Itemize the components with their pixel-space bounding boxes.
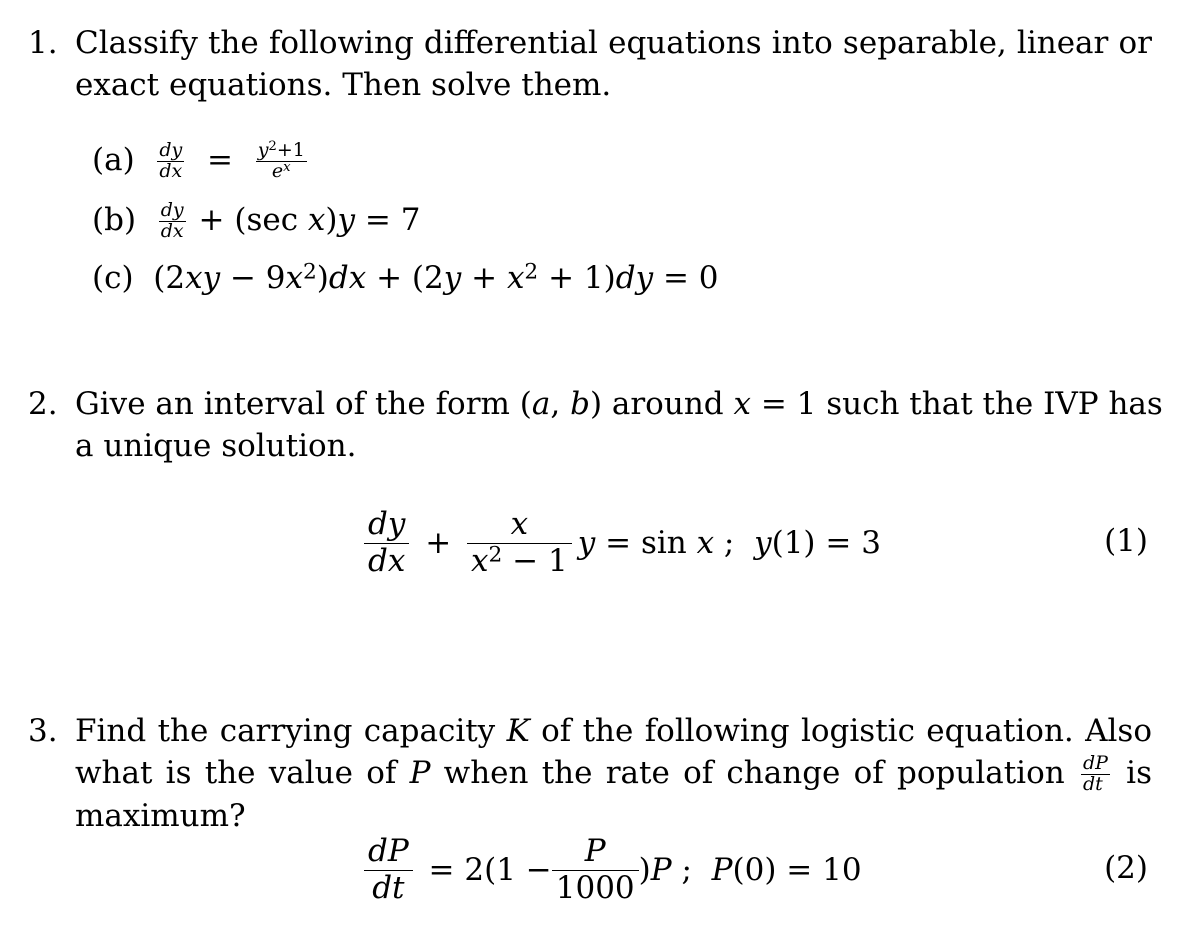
equation-number: (2) — [1104, 850, 1148, 886]
question-2-line-1: Give an interval of the form (a, b) around x = 1 such that the IVP has — [75, 386, 1163, 422]
question-2-line-2: a unique solution. — [75, 428, 357, 464]
question-number: 3. — [28, 713, 58, 749]
question-number: 2. — [28, 386, 58, 422]
item-label: (c) — [92, 260, 134, 296]
item-label: (b) — [92, 202, 137, 238]
equation-item-a: (a) $\frac{dy}{dx}$ = $\frac{y^2+1}{e^x}$ — [92, 139, 305, 182]
display-equation-1: dy dx + $\frac{x}{x^2 - 1}$ y = sin x ; y(1) = 3 — [358, 502, 881, 584]
question-1-line-2: exact equations. Then solve them. — [75, 67, 612, 103]
question-number: 1. — [28, 25, 58, 61]
equation-item-b: (b) $\frac{dy}{dx}$ + (sec x)y = 7 — [92, 199, 421, 242]
question-1-line-1: Classify the following differential equations into separable, linear or — [75, 25, 1152, 61]
equation-item-c: (c) $(2xy - 9x^2)dx + (2y + x^2 + 1)dy = 0$ — [92, 259, 719, 296]
question-3-line-3: maximum? — [75, 798, 246, 834]
display-equation-2: $\frac{dP}{dt}$ = 2(1 − $\frac{P}{1000}$ )P ; P(0) = 10 — [358, 828, 862, 912]
equation-number: (1) — [1104, 523, 1148, 559]
item-label: (a) — [92, 142, 135, 178]
question-3-line-1: Find the carrying capacity K of the following logistic equation. Also — [75, 713, 1152, 749]
question-3-line-2: what is the value of P when the rate of change of population $\frac{dP}{dt}$ is — [75, 752, 1152, 795]
